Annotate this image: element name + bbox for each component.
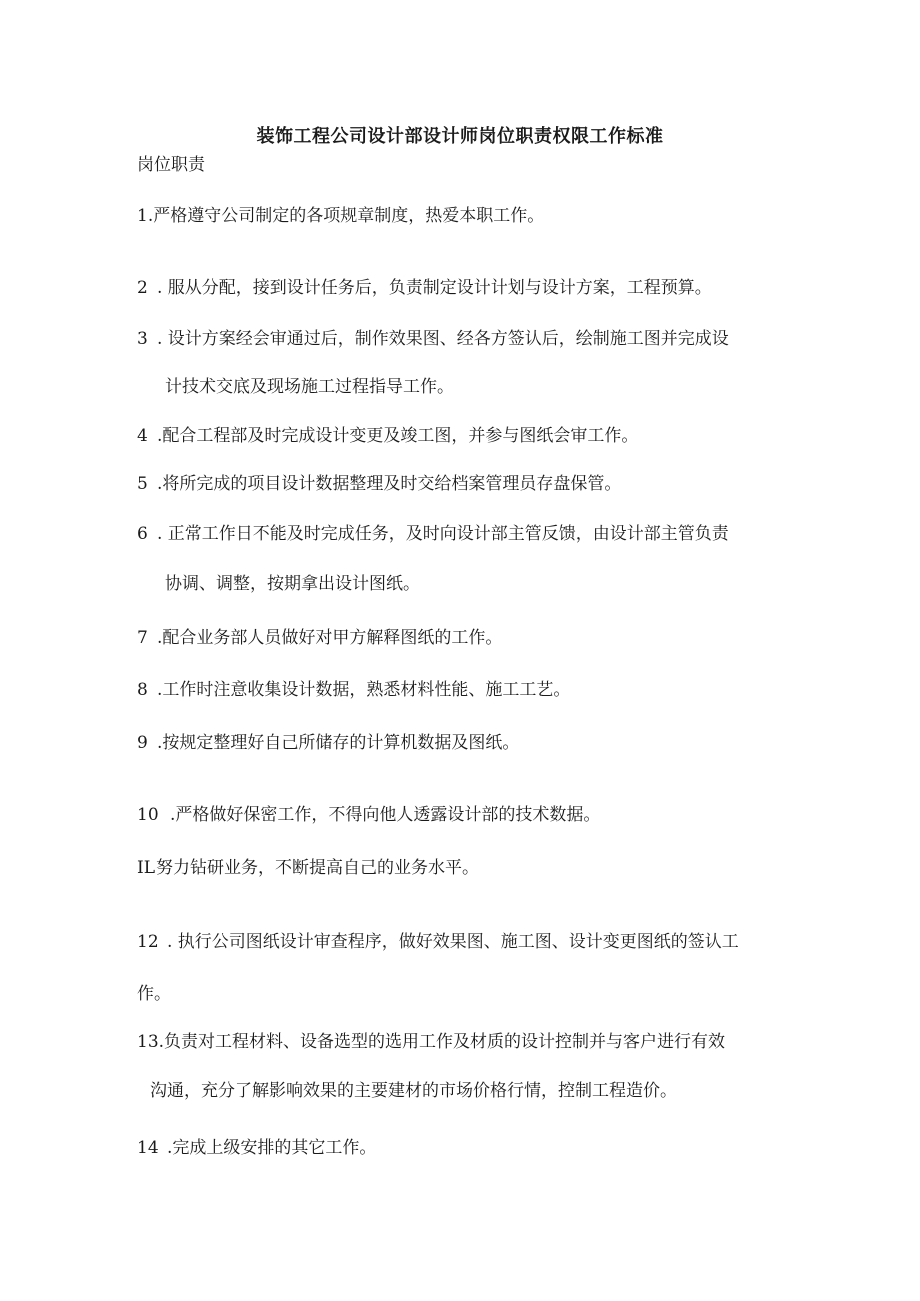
item-text: . 设计方案经会审通过后，制作效果图、经各方签认后，绘制施工图并完成设: [157, 329, 729, 349]
list-item: [137, 276, 712, 300]
item-text-continuation: 沟通，充分了解影响效果的主要建材的市场价格行情，控制工程造价。: [150, 1081, 677, 1101]
list-item: [137, 626, 502, 650]
list-item: [137, 472, 621, 496]
list-item: [137, 522, 729, 546]
list-item: [137, 1030, 725, 1054]
item-number: 2: [137, 278, 148, 298]
item-text: .完成上级安排的其它工作。: [167, 1138, 377, 1158]
item-text-continuation: 协调、调整，按期拿出设计图纸。: [165, 574, 420, 594]
item-number: 7: [137, 628, 148, 648]
item-number: 5: [137, 474, 148, 494]
item-number: IL: [137, 858, 156, 878]
item-number: 3: [137, 329, 148, 349]
item-number: 1.: [137, 206, 154, 226]
list-item: [137, 1136, 376, 1160]
list-item: [137, 731, 519, 755]
section-heading: 岗位职责: [137, 155, 205, 175]
item-number: 4: [137, 426, 148, 446]
item-number: 12: [137, 932, 159, 952]
item-text: .按规定整理好自己所储存的计算机数据及图纸。: [157, 733, 520, 753]
item-text: .工作时注意收集设计数据，熟悉材料性能、施工工艺。: [157, 680, 571, 700]
item-text: . 正常工作日不能及时完成任务，及时向设计部主管反馈，由设计部主管负责: [157, 524, 729, 544]
item-text-continuation: 作。: [137, 984, 171, 1004]
list-item: [137, 424, 638, 448]
list-item: [137, 327, 729, 351]
list-item: [137, 204, 544, 228]
item-number: 13.: [137, 1032, 165, 1052]
item-text: 努力钻研业务，不断提高自己的业务水平。: [156, 858, 479, 878]
list-item: [137, 856, 479, 880]
item-text: .将所完成的项目设计数据整理及时交给档案管理员存盘保管。: [157, 474, 622, 494]
item-text: . 服从分配，接到设计任务后，负责制定设计计划与设计方案，工程预算。: [157, 278, 712, 298]
item-text: .配合工程部及时完成设计变更及竣工图，并参与图纸会审工作。: [157, 426, 639, 446]
list-item: [137, 803, 600, 827]
item-text-continuation: 计技术交底及现场施工过程指导工作。: [165, 377, 454, 397]
item-text: 负责对工程材料、设备选型的选用工作及材质的设计控制并与客户进行有效: [164, 1032, 726, 1052]
item-text: . 执行公司图纸设计审查程序，做好效果图、施工图、设计变更图纸的签认工: [167, 932, 739, 952]
item-text: .配合业务部人员做好对甲方解释图纸的工作。: [157, 628, 503, 648]
list-item: [137, 678, 570, 702]
item-text: .严格做好保密工作，不得向他人透露设计部的技术数据。: [170, 805, 601, 825]
item-number: 10: [137, 805, 159, 825]
document-title: 装饰工程公司设计部设计师岗位职责权限工作标准: [256, 126, 664, 147]
item-number: 6: [137, 524, 148, 544]
list-item: [137, 930, 739, 954]
item-number: 9: [137, 733, 148, 753]
item-text: 严格遵守公司制定的各项规章制度，热爱本职工作。: [153, 206, 545, 226]
item-number: 14: [137, 1138, 159, 1158]
item-number: 8: [137, 680, 148, 700]
